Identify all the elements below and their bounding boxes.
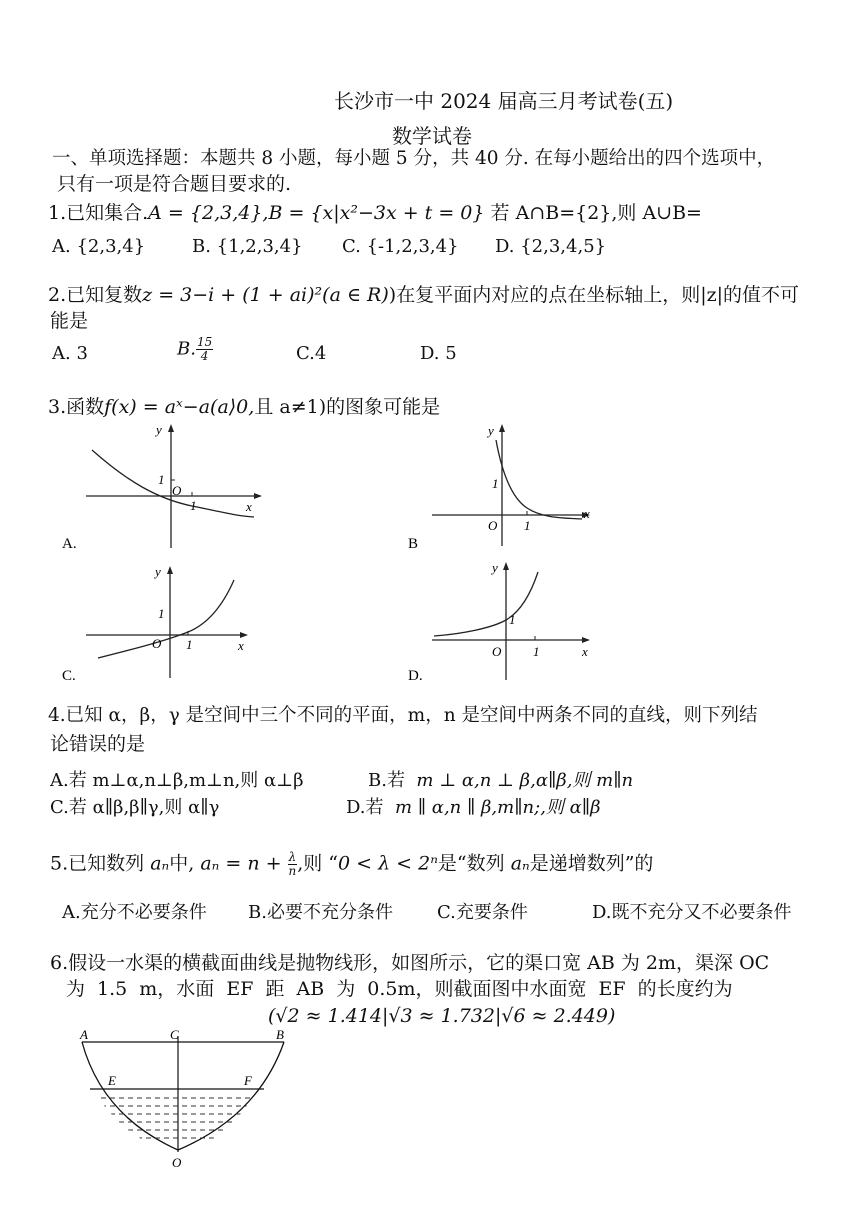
q4-line2: 论错误的是 bbox=[50, 733, 146, 755]
q4-option-d bbox=[346, 793, 601, 819]
x-label: x bbox=[246, 499, 252, 514]
y-axis-arrow bbox=[168, 424, 174, 432]
q1-option-c: C. {-1,2,3,4} bbox=[342, 236, 459, 257]
fraction-denominator: n bbox=[288, 864, 297, 878]
y-axis-arrow bbox=[499, 424, 505, 432]
q5-condition: 0 < λ < 2ⁿ bbox=[338, 852, 438, 875]
q6-line2: 为 1.5 m，水面 EF 距 AB 为 0.5m，则截面图中水面宽 EF 的长度约为 bbox=[66, 978, 733, 1000]
q5-seq: aₙ bbox=[150, 852, 170, 875]
graph-letter: C. bbox=[62, 668, 76, 684]
x-axis-arrow bbox=[254, 493, 262, 499]
q2-prefix: 2.已知复数 bbox=[48, 284, 143, 306]
question-5 bbox=[50, 851, 653, 878]
question-3 bbox=[48, 395, 440, 419]
origin-label: O bbox=[172, 483, 182, 498]
y-label: y bbox=[156, 422, 162, 437]
graph-d bbox=[402, 556, 602, 686]
origin-label: O bbox=[152, 636, 162, 651]
q2-option-d: D. 5 bbox=[420, 343, 457, 364]
section-heading-line1: 一、单项选择题：本题共 8 小题，每小题 5 分，共 40 分. 在每小题给出的四个选项中， bbox=[52, 148, 776, 169]
fraction-numerator: λ bbox=[288, 850, 297, 864]
q2-option-b-fraction bbox=[196, 336, 213, 363]
q6-line3: (√2 ≈ 1.414|√3 ≈ 1.732|√6 ≈ 2.449) bbox=[268, 1005, 616, 1027]
q4-option-b-prefix: B.若 bbox=[368, 770, 405, 791]
q2-option-b bbox=[177, 336, 213, 363]
q4-option-c: C.若 α∥β,β∥γ,则 α∥γ bbox=[50, 797, 220, 818]
q2-option-c: C.4 bbox=[296, 343, 327, 364]
q5-then: ,则 “ bbox=[297, 852, 338, 875]
q2-option-b-letter: B. bbox=[177, 338, 196, 360]
label-e: E bbox=[108, 1073, 116, 1088]
q5-rest2: 是递增数列”的 bbox=[529, 852, 654, 875]
exam-title: 长沙市一中 2024 届高三月考试卷(五) bbox=[334, 89, 674, 113]
q4-option-a: A.若 m⊥α,n⊥β,m⊥n,则 α⊥β bbox=[50, 770, 304, 791]
graph-letter: B bbox=[408, 536, 419, 552]
q4-line1: 4.已知 α，β，γ 是空间中三个不同的平面，m，n 是空间中两条不同的直线，则下列结 bbox=[48, 705, 758, 726]
y-label: y bbox=[488, 423, 494, 438]
q2-suffix: )在复平面内对应的点在坐标轴上，则|z|的值不可 bbox=[388, 284, 800, 306]
y-axis-arrow bbox=[503, 562, 509, 570]
section-heading-line2: 只有一项是符合题目要求的. bbox=[57, 173, 292, 195]
graph-a bbox=[58, 420, 278, 555]
y-label: y bbox=[492, 560, 498, 575]
curve bbox=[98, 580, 234, 658]
y-one-label: 1 bbox=[509, 612, 516, 627]
y-one-label: 1 bbox=[158, 606, 165, 621]
question-1 bbox=[48, 201, 702, 225]
y-label: y bbox=[155, 564, 161, 579]
graph-b bbox=[402, 418, 602, 553]
label-o: O bbox=[172, 1155, 182, 1170]
water-hatching bbox=[92, 1098, 272, 1138]
label-a: A bbox=[80, 1027, 88, 1042]
y-one-label: 1 bbox=[158, 472, 165, 487]
x-label: x bbox=[582, 644, 588, 659]
x-tick-label: 1 bbox=[190, 498, 197, 513]
q3-suffix: 且 a≠1)的图象可能是 bbox=[254, 396, 441, 418]
q5-seq2: aₙ bbox=[510, 852, 530, 875]
y-one-label: 1 bbox=[492, 476, 499, 491]
q5-formula: aₙ = n + bbox=[200, 852, 282, 875]
fraction-numerator: 15 bbox=[196, 335, 213, 349]
q5-rest1: 是“数列 bbox=[437, 852, 505, 875]
x-tick-label: 1 bbox=[186, 637, 193, 652]
parabola-figure bbox=[72, 1026, 302, 1171]
q1-prefix: 1.已知集合. bbox=[48, 202, 149, 224]
graph-c bbox=[58, 560, 258, 685]
graph-letter: D. bbox=[408, 668, 423, 684]
origin-label: O bbox=[492, 644, 502, 659]
q2-option-a: A. 3 bbox=[52, 343, 88, 364]
parabola-curve bbox=[82, 1042, 284, 1150]
q1-formula: A = {2,3,4},B = {x|x²−3x + t = 0} bbox=[148, 202, 485, 224]
q4-option-d-prefix: D.若 bbox=[346, 797, 384, 818]
q5-lambda-fraction bbox=[288, 851, 298, 878]
curve bbox=[496, 440, 582, 519]
q5-option-a: A.充分不必要条件 bbox=[62, 902, 207, 923]
curve bbox=[434, 572, 538, 636]
q5-prefix: 5.已知数列 bbox=[50, 852, 145, 875]
q2-line2: 能是 bbox=[50, 310, 89, 332]
q5-option-b: B.必要不充分条件 bbox=[248, 902, 393, 923]
q1-option-b: B. {1,2,3,4} bbox=[192, 236, 303, 257]
x-tick-label: 1 bbox=[533, 644, 540, 659]
label-f: F bbox=[244, 1073, 252, 1088]
x-tick-label: 1 bbox=[524, 518, 531, 533]
q1-suffix: 若 A∩B={2},则 A∪B= bbox=[490, 202, 702, 224]
q5-option-d: D.既不充分又不必要条件 bbox=[592, 902, 792, 923]
q5-mid: 中, bbox=[169, 852, 195, 875]
x-label: x bbox=[584, 506, 590, 521]
question-2 bbox=[48, 283, 799, 307]
q3-prefix: 3.函数 bbox=[48, 396, 105, 418]
q3-formula: f(x) = aˣ−a(a⟩0, bbox=[104, 396, 255, 418]
q4-option-b-formula: m ⊥ α,n ⊥ β,α∥β,则 m∥n bbox=[416, 770, 634, 791]
y-axis-arrow bbox=[167, 566, 173, 574]
label-c: C bbox=[170, 1027, 179, 1042]
graph-letter: A. bbox=[62, 536, 77, 552]
q1-option-d: D. {2,3,4,5} bbox=[495, 236, 607, 257]
origin-label: O bbox=[488, 518, 498, 533]
q4-option-b bbox=[368, 766, 633, 792]
exam-subtitle: 数学试卷 bbox=[392, 124, 472, 148]
q2-formula: z = 3−i + (1 + ai)²(a ∈ R) bbox=[142, 284, 389, 306]
q6-line1: 6.假设一水渠的横截面曲线是抛物线形，如图所示，它的渠口宽 AB 为 2m，渠深 OC bbox=[50, 952, 770, 974]
q5-option-c: C.充要条件 bbox=[437, 902, 528, 923]
x-axis-arrow bbox=[582, 637, 590, 643]
fraction-denominator: 4 bbox=[200, 349, 209, 363]
x-label: x bbox=[238, 638, 244, 653]
q4-option-d-formula: m ∥ α,n ∥ β,m∥n;,则 α∥β bbox=[394, 797, 601, 818]
q1-option-a: A. {2,3,4} bbox=[52, 236, 146, 257]
label-b: B bbox=[276, 1027, 284, 1042]
